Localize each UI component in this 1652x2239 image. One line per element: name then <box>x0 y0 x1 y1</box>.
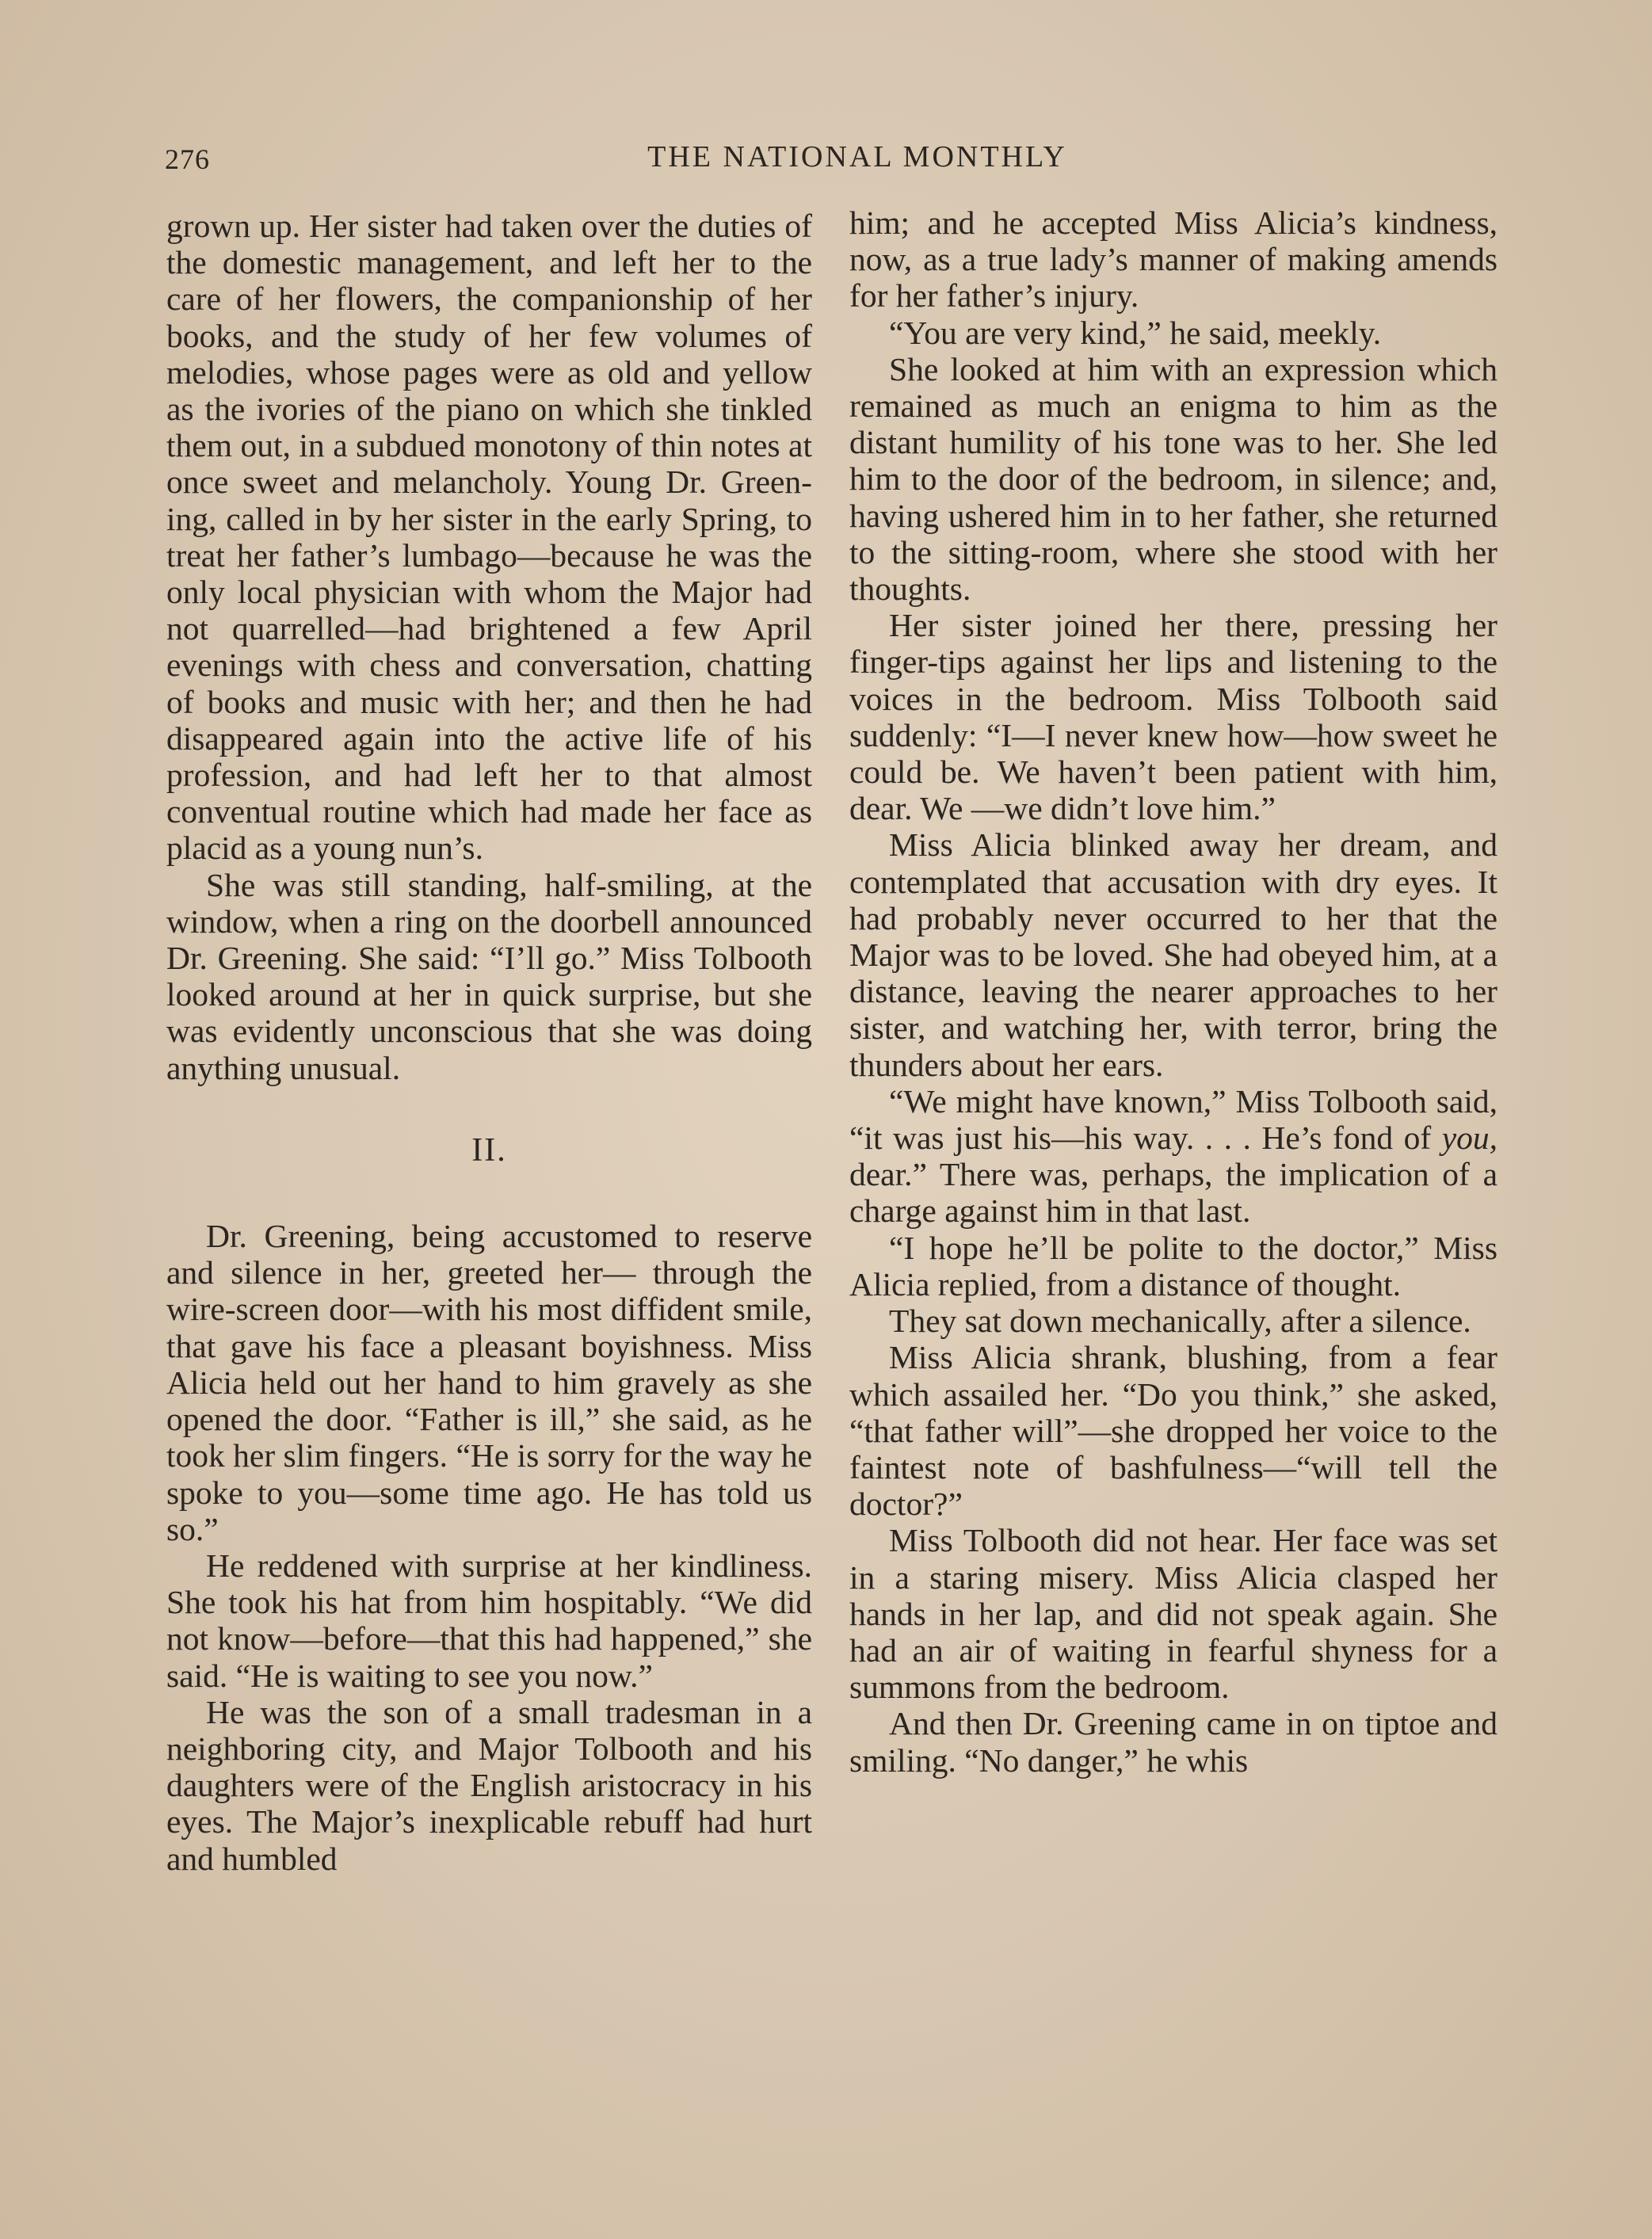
paragraph: She looked at him with an expression which remained as much an enigma to him as the distant humility of his tone was to her. She led him to the door of the bedroom, in silence; and, having ushered him in to her father, she returned to the sitting-room, where she stood with her thoughts. <box>849 350 1497 608</box>
emphasis-text: you, <box>1441 1120 1497 1157</box>
paragraph: him; and he accepted Miss Alicia’s kindness, now, as a true lady’s manner of making amends for her father’s injury. <box>849 204 1497 315</box>
text-run: “We might have known,” Miss Tolbooth said, “it was just his—his way. . . . He’s fond of <box>849 1082 1497 1157</box>
section-heading: II. <box>471 1131 507 1169</box>
paragraph: Miss Alicia shrank, blushing, from a fear which assailed her. “Do you think,” she asked, “that father will”—she dropped her voice to the faintest note of bashfulness—“will tell the doctor?” <box>849 1339 1497 1523</box>
paragraph: And then Dr. Greening came in on tiptoe and smiling. “No danger,” he whis <box>849 1705 1497 1779</box>
paragraph: “You are very kind,” he said, meekly. <box>889 314 1382 351</box>
running-title: THE NATIONAL MONTHLY <box>647 140 1067 174</box>
paragraph: Her sister joined her there, pressing her finger-tips against her lips and listening to the voices in the bedroom. Miss Tolbooth said suddenly: “I—I never knew how—how sweet he could be. We haven’t been patient with him, dear. We —we didn’t love him.” <box>849 607 1497 827</box>
paragraph <box>849 1083 1497 1230</box>
paragraph: grown up. Her sister had taken over the duties of the domestic management, and left her to the care of her flowers, the companionship of her books, and the study of her few volumes of melodies, whose pages were as old and yellow as the ivories of the piano on which she tinkled them out, in a subdued monotony of thin notes at once sweet and melancholy. Young Dr. Greening, called in by her sister in the early Spring, to treat her father’s lumbago—because he was the only local physician with whom the Major had not quarrelled—had brightened a few April evenings with chess and conversation, chatting of books and music with her; and then he had disappeared again into the active life of his profession, and had left her to that almost conventual routine which had made her face as placid as a young nun’s. <box>166 208 812 867</box>
left-column <box>166 208 812 1877</box>
paragraph: Dr. Greening, being accustomed to reserve and silence in her, greeted her— through the wire-screen door—with his most diffident smile, that gave his face a pleasant boyishness. Miss Alicia held out her hand to him gravely as she opened the door. “Father is ill,” she said, as he took her slim fingers. “He is sorry for the way he spoke to you—some time ago. He has told us so.” <box>166 1218 812 1547</box>
page-number: 276 <box>165 143 210 175</box>
page-header <box>165 136 1502 184</box>
text-run: dear.” There was, perhaps, the implication of a charge against him in that last. <box>849 1156 1497 1230</box>
paragraph: “I hope he’ll be polite to the doctor,” Miss Alicia replied, from a distance of thought. <box>849 1229 1497 1303</box>
paragraph: Miss Tolbooth did not hear. Her face was set in a staring misery. Miss Alicia clasped her hands in her lap, and did not speak again. She had an air of waiting in fearful shyness for a summons from the bedroom. <box>849 1522 1497 1706</box>
paragraph: They sat down mechanically, after a silence. <box>889 1303 1471 1340</box>
paragraph: Miss Alicia blinked away her dream, and contemplated that accusation with dry eyes. It had probably never occurred to her that the Major was to be loved. She had obeyed him, at a distance, leaving the nearer approaches to her sister, and watching her, with terror, bring the thunders about her ears. <box>849 826 1497 1083</box>
paragraph: She was still standing, half-smiling, at the window, when a ring on the doorbell announced Dr. Greening. She said: “I’ll go.” Miss Tolbooth looked around at her in quick surprise, but she was evidently unconscious that she was doing anything unusual. <box>166 866 812 1086</box>
right-column <box>849 204 1497 1779</box>
paragraph: He was the son of a small tradesman in a neighboring city, and Major Tolbooth and his daughters were of the English aristocracy in his eyes. The Major’s inexplicable rebuff had hurt and humbled <box>166 1693 812 1877</box>
paragraph: He reddened with surprise at her kindliness. She took his hat from him hospitably. “We did not know—before—that this had happened,” she said. “He is waiting to see you now.” <box>166 1547 812 1694</box>
